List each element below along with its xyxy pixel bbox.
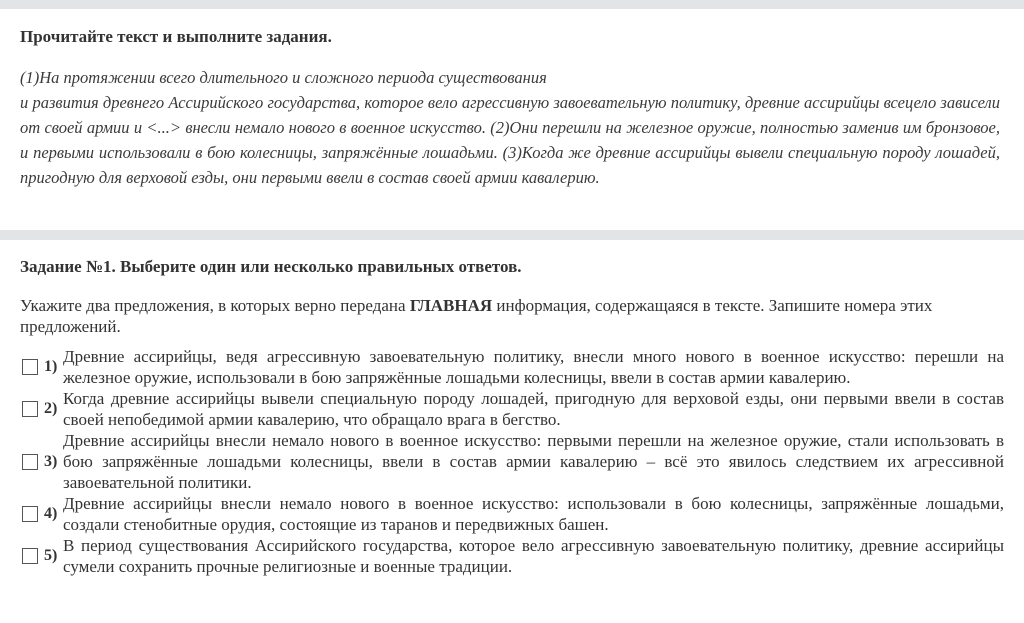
checkbox[interactable] — [22, 401, 38, 417]
task-prompt-emphasis: ГЛАВНАЯ — [409, 296, 493, 315]
checkbox[interactable] — [22, 548, 38, 564]
option-text: Древние ассирийцы внесли немало нового в военное искусство: первыми перешли на железное оружие, стали использовать в бою запряжённые лошадьми колесницы, ввели в состав армии кавалерию – всё это явилось следствием их агрессивной завоевательной политики. — [63, 431, 1004, 492]
answer-options — [20, 346, 1004, 577]
task-section — [0, 240, 1024, 577]
option-number: 5) — [44, 547, 58, 564]
reading-first-line: (1)На протяжении всего длительного и сложного периода существования — [20, 68, 547, 87]
task-title: Задание №1. Выберите один или несколько правильных ответов. — [20, 257, 522, 276]
task-prompt-after: информация, содержащаяся в тексте. Запишите номера этих предложений. — [20, 296, 933, 336]
reading-title: Прочитайте текст и выполните задания. — [20, 27, 332, 46]
reading-text — [20, 65, 1000, 190]
reading-body: и развития древнего Ассирийского государства, которое вело агрессивную завоевательную политику, древние ассирийцы всецело зависели от своей армии и <...> внесли немало нового в военное искусство. (2)Они перешли на железное оружие, полностью заменив им бронзовое, и первыми использовали в бою колесницы, запряжённые лошадьми. (3)Когда же древние ассирийцы вывели специальную породу лошадей, пригодную для верховой езды, они первыми ввели в состав своей армии кавалерию. — [20, 93, 1000, 187]
checkbox[interactable] — [22, 506, 38, 522]
option-text: В период существования Ассирийского государства, которое вело агрессивную завоевательную политику, древние ассирийцы сумели сохранить прочные религиозные и военные традиции. — [63, 536, 1004, 576]
section-divider-band — [0, 230, 1024, 240]
top-divider-band — [0, 0, 1024, 9]
reading-passage — [0, 9, 1024, 212]
option-text: Когда древние ассирийцы вывели специальную породу лошадей, пригодную для верховой езды, они первыми ввели в состав своей непобедимой армии кавалерию, что обращало врага в бегство. — [63, 389, 1004, 429]
answer-option-1[interactable] — [20, 346, 1004, 388]
checkbox[interactable] — [22, 359, 38, 375]
checkbox[interactable] — [22, 454, 38, 470]
task-prompt — [20, 295, 1004, 337]
answer-option-2[interactable] — [20, 388, 1004, 430]
option-number: 2) — [44, 400, 58, 417]
answer-option-3[interactable] — [20, 430, 1004, 493]
option-number: 1) — [44, 358, 58, 375]
option-number: 3) — [44, 452, 58, 470]
answer-option-5[interactable] — [20, 535, 1004, 577]
option-text: Древние ассирийцы, ведя агрессивную завоевательную политику, внесли много нового в военное искусство: перешли на железное оружие, использовали в бою запряжённые лошадьми колесницы, ввели в состав армии кавалерию. — [63, 347, 1004, 387]
option-text: Древние ассирийцы внесли немало нового в военное искусство: использовали в бою колесницы, запряжённые лошадьми, создали стенобитные орудия, состоящие из таранов и передвижных башен. — [63, 494, 1004, 534]
answer-option-4[interactable] — [20, 493, 1004, 535]
task-prompt-before: Укажите два предложения, в которых верно передана — [20, 296, 410, 315]
option-number: 4) — [44, 505, 58, 522]
